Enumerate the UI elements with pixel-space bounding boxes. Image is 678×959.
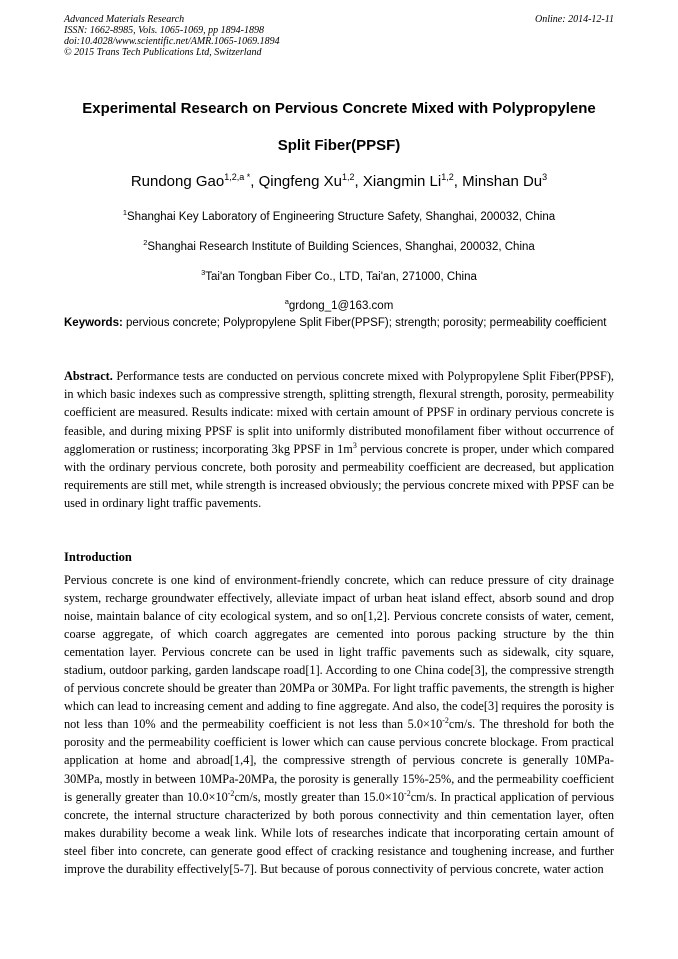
abstract: [64, 367, 614, 513]
section-heading-introduction: Introduction: [64, 550, 132, 564]
author-name: Qingfeng Xu: [258, 173, 342, 190]
copyright-line: © 2015 Trans Tech Publications Ltd, Switzerland: [64, 47, 262, 58]
author-affiliation-mark: 3: [542, 172, 548, 182]
affiliation-list: [40, 200, 638, 319]
author-affiliation-mark: 1,2,a *: [224, 172, 251, 182]
abstract-text: Performance tests are conducted on pervious concrete mixed with Polypropylene Split Fiber(PPSF), in which basic indexes such as compressive strength, splitting strength, flexural strength, porosity, permeability coefficient are measured. Results indicate: mixed with certain amount of PPSF in ordinary pervious concrete is feasible, and during mixing PPSF is split into uniformly distributed monofilament fiber without occurrence of agglomeration or rustiness; incorporating 3kg PPSF in 1m: [64, 369, 614, 456]
affiliation-mark: 3: [201, 267, 206, 277]
body-text: cm/s, mostly greater than 15.0×10: [234, 789, 405, 804]
title-line-2: Split Fiber(PPSF): [277, 137, 401, 154]
affiliation-text: Shanghai Key Laboratory of Engineering Structure Safety, Shanghai, 200032, China: [127, 210, 556, 223]
abstract-label: Abstract.: [64, 369, 113, 383]
journal-header: [64, 14, 614, 58]
title-line-1: Experimental Research on Pervious Concrete Mixed with Polypropylene: [82, 100, 596, 117]
affiliation-text: Shanghai Research Institute of Building Sciences, Shanghai, 200032, China: [147, 240, 535, 253]
affiliation-item: [40, 260, 638, 290]
body-text: Pervious concrete is one kind of environment-friendly concrete, which can reduce pressure of city drainage system, recharge groundwater effectively, alleviate impact of urban heat island effect, absorb sound and drop noise, maintain balance of city ecological system, and so on[1,2]. Pervious concrete consists of water, cement, coarse aggregate, of which coarch aggregates are cemented into porous packing structure by the thin cementation layer. Pervious concrete can be used in light traffic pavements such as sidewalk, city square, stadium, outdoor parking, garden landscape road[1]. According to one China code[3], the compressive strength of pervious concrete should be greater than 20MPa or 30MPa. For light traffic pavements, the strength is higher which can lead to increasing cement and adding to fine aggregate. And also, the code[3] requires the porosity is not less than 10% and the permeability coefficient is not less than 5.0×10: [64, 573, 614, 732]
author-list: [40, 165, 638, 194]
doi-line: doi:10.4028/www.scientific.net/AMR.1065-1069.1894: [64, 36, 280, 47]
journal-name: Advanced Materials Research: [64, 14, 185, 25]
affiliation-item: [40, 200, 638, 230]
online-date: Online: 2014-12-11: [535, 14, 614, 25]
abstract-text: pervious concrete is proper, under which compared with the ordinary pervious concrete, both porosity and permeability coefficient are decreased, but application requirements are still met, while strength is increased obviously; the pervious concrete mixed with PPSF can be used in ordinary light traffic pavements.: [64, 441, 614, 511]
author-name: Rundong Gao: [130, 173, 225, 190]
superscript: -2: [404, 788, 411, 798]
superscript: -2: [442, 716, 449, 726]
superscript: -2: [227, 788, 235, 798]
affiliation-mark: a: [284, 297, 289, 307]
affiliation-item: [40, 230, 638, 260]
issn-line: ISSN: 1662-8985, Vols. 1065-1069, pp 1894-1898: [64, 25, 264, 36]
introduction-paragraph: [64, 571, 614, 878]
author-separator: ,: [354, 173, 363, 190]
author-affiliation-mark: 1,2: [342, 172, 355, 182]
body-text: cm/s. The threshold for both the porosity and the permeability coefficient is lower which can cause pervious concrete blockage. From practical application at home and abroad[1,4], the compressive strength of pervious concrete is generally 10MPa-30MPa, mostly in between 10MPa-20MPa, the porosity is generally 15%-25%, and the permeability coefficient is generally greater than 10.0×10: [64, 717, 614, 804]
author-affiliation-mark: 1,2: [441, 172, 454, 182]
keywords-text: pervious concrete; Polypropylene Split Fiber(PPSF); strength; porosity; permeability coefficient: [122, 317, 607, 329]
affiliation-text: Tai'an Tongban Fiber Co., LTD, Tai'an, 271000, China: [205, 270, 477, 283]
superscript: 3: [352, 440, 357, 450]
keywords-label: Keywords:: [64, 317, 123, 329]
paper-title: [40, 90, 638, 164]
affiliation-mark: 2: [143, 237, 148, 247]
author-name: Minshan Du: [462, 173, 543, 190]
keywords: [64, 314, 614, 332]
author-separator: ,: [453, 173, 463, 190]
affiliation-mark: 1: [122, 208, 128, 217]
author-separator: ,: [250, 173, 259, 190]
author-email[interactable]: grdong_1@163.com: [288, 300, 394, 313]
author-name: Xiangmin Li: [362, 173, 442, 190]
body-text: cm/s. In practical application of pervious concrete, the internal structure characterized by both porous connectivity and thin cementation layer, often makes durability become a weak link. While lots of researches indicate that incorporating certain amount of steel fiber into concrete, can generate good effect of cracking resistance and toughening increase, and further improve the durability effectively[5-7]. But because of porous connectivity of pervious concrete, water action: [64, 789, 614, 876]
